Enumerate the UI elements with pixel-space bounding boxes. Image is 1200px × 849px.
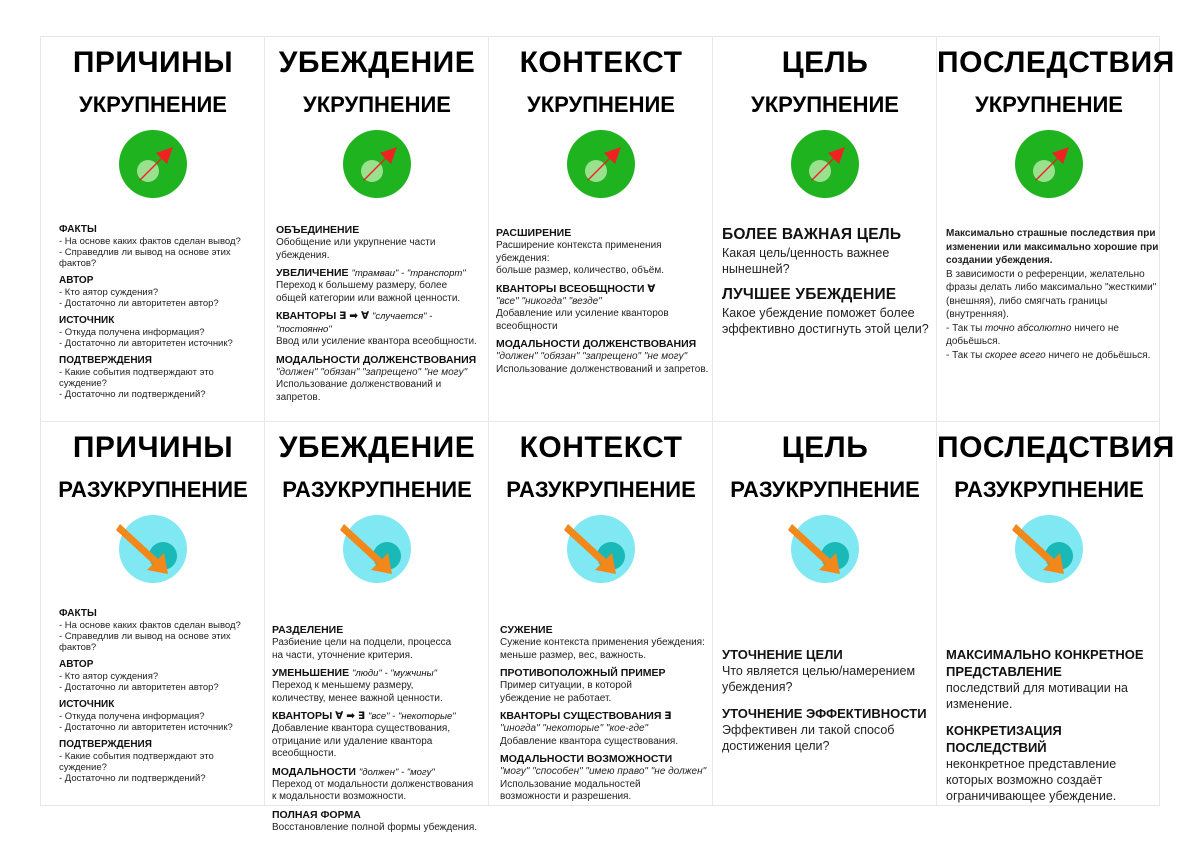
card-body bbox=[722, 646, 935, 764]
section bbox=[722, 646, 935, 695]
line-text: фразы делать либо максимально "жесткими" bbox=[946, 282, 1157, 293]
card-reduce-4 bbox=[713, 422, 937, 807]
card-enlarge-5 bbox=[937, 37, 1175, 422]
cyan-circle-arrow-icon bbox=[342, 514, 412, 584]
card-subtitle: РАЗУКРУПНЕНИЕ bbox=[730, 477, 920, 502]
section-line: - Откуда получена информация? bbox=[59, 327, 205, 338]
section-heading bbox=[59, 607, 263, 620]
section-examples: "должен" "обязан" "запрещено" "не могу" bbox=[496, 351, 688, 362]
card-body bbox=[276, 224, 487, 409]
card-enlarge-3 bbox=[489, 37, 713, 422]
section-heading bbox=[272, 667, 487, 680]
cyan-circle-arrow-icon bbox=[790, 514, 860, 584]
section bbox=[59, 698, 263, 733]
card-title: УБЕЖДЕНИЕ bbox=[278, 431, 476, 464]
section-line: - Достаточно ли авторитетен автор? bbox=[59, 682, 219, 693]
cyan-circle-arrow-icon bbox=[566, 514, 636, 584]
line-emphasis: точно абсолютно bbox=[985, 322, 1072, 334]
section-line: последствий для мотивации на bbox=[946, 681, 1129, 695]
section bbox=[946, 646, 1159, 712]
text-line bbox=[946, 349, 1159, 363]
section-heading bbox=[722, 225, 935, 245]
heading-text: ИСТОЧНИК bbox=[59, 699, 115, 710]
section-line: Какое убеждение поможет более bbox=[722, 306, 915, 320]
line-text: изменении или максимально хорошие при bbox=[946, 241, 1159, 253]
section bbox=[59, 354, 263, 400]
section bbox=[59, 607, 263, 653]
section-line: на части, уточнение критерия. bbox=[272, 649, 413, 661]
section-line: - Справедлив ли вывод на основе этих фактов? bbox=[59, 631, 231, 653]
card-title: ПРИЧИНЫ bbox=[72, 431, 234, 464]
section-line: Переход от модальности долженствования bbox=[272, 778, 474, 790]
heading-text: ПОДТВЕРЖДЕНИЯ bbox=[59, 739, 152, 750]
section-line: - Достаточно ли авторитетен автор? bbox=[59, 298, 219, 309]
section-line: Ввод или усиление квантора всеобщности. bbox=[276, 336, 477, 347]
card-subtitle: РАЗУКРУПНЕНИЕ bbox=[58, 477, 248, 502]
section-heading bbox=[496, 283, 711, 296]
section bbox=[722, 285, 935, 337]
section bbox=[500, 624, 711, 662]
heading-text: АВТОР bbox=[59, 275, 94, 286]
card-body bbox=[59, 607, 263, 789]
section bbox=[276, 354, 487, 405]
card-reduce-5 bbox=[937, 422, 1175, 807]
section bbox=[500, 753, 711, 804]
text-line bbox=[946, 322, 1159, 336]
section bbox=[59, 314, 263, 349]
section-heading bbox=[59, 698, 263, 711]
section-line: - Откуда получена информация? bbox=[59, 711, 205, 722]
section-line: убеждение не работает. bbox=[500, 692, 612, 704]
section-line: убеждения? bbox=[722, 680, 793, 694]
section-line: Использование модальностей bbox=[500, 778, 641, 790]
section-heading bbox=[59, 223, 263, 236]
section-heading bbox=[272, 766, 487, 779]
section-line: - Достаточно ли авторитетен источник? bbox=[59, 722, 233, 733]
consequences-text bbox=[946, 227, 1159, 362]
line-rest: ничего не добьёшься. bbox=[1045, 349, 1151, 361]
section-line: - Достаточно ли подтверждений? bbox=[59, 773, 206, 784]
heading-example: "должен" - "могу" bbox=[358, 766, 435, 778]
green-circle-arrow-icon bbox=[118, 129, 188, 199]
section-line: - Достаточно ли авторитетен источник? bbox=[59, 338, 233, 349]
section-heading bbox=[272, 809, 487, 822]
line-text: - Так ты bbox=[946, 349, 986, 361]
section-line: отрицание или удаление квантора всеобщности. bbox=[272, 735, 433, 759]
cyan-circle-arrow-icon bbox=[1014, 514, 1084, 584]
line-text: В зависимости о референции, желательно bbox=[946, 268, 1145, 280]
section-line: возможности и разрешения. bbox=[500, 791, 632, 802]
section bbox=[722, 705, 935, 754]
section bbox=[500, 710, 711, 748]
section-heading bbox=[272, 624, 487, 637]
cards-sheet bbox=[40, 36, 1175, 833]
card-subtitle: УКРУПНЕНИЕ bbox=[303, 92, 451, 117]
section bbox=[59, 274, 263, 309]
section bbox=[272, 809, 487, 835]
section-heading bbox=[276, 354, 487, 367]
section-line: Какая цель/ценность важнее bbox=[722, 246, 890, 260]
section-heading bbox=[59, 658, 263, 671]
section-heading bbox=[722, 705, 935, 722]
section-examples: "могу" "способен" "имею право" "не должен" bbox=[500, 766, 707, 777]
card-subtitle: РАЗУКРУПНЕНИЕ bbox=[506, 477, 696, 502]
line-text: создании убеждения. bbox=[946, 255, 1053, 266]
card-reduce-2 bbox=[265, 422, 489, 833]
text-line bbox=[946, 281, 1159, 295]
heading-text: КВАНТОРЫ СУЩЕСТВОВАНИЯ ∃ bbox=[500, 710, 672, 722]
text-line bbox=[946, 335, 1159, 349]
section-line: - Какие события подтверждают это суждение? bbox=[59, 751, 214, 773]
heading-text: ПОЛНАЯ ФОРМА bbox=[272, 808, 361, 821]
section-line: Расширение контекста применения убеждения: bbox=[496, 240, 662, 264]
line-text: добьёшься. bbox=[946, 336, 1001, 347]
section-line: нынешней? bbox=[722, 262, 790, 276]
section-heading bbox=[59, 274, 263, 287]
section bbox=[500, 667, 711, 705]
card-reduce-3 bbox=[489, 422, 713, 807]
section-line: Пример ситуации, в которой bbox=[500, 680, 632, 691]
section-line: Добавление квантора существования. bbox=[500, 735, 679, 747]
green-circle-arrow-icon bbox=[790, 129, 860, 199]
heading-text: ПРОТИВОПОЛОЖНЫЙ ПРИМЕР bbox=[500, 667, 666, 679]
green-circle-arrow-icon bbox=[342, 129, 412, 199]
section-examples: "должен" "обязан" "запрещено" "не могу" bbox=[276, 366, 468, 378]
card-title: ПОСЛЕДСТВИЯ bbox=[937, 431, 1175, 464]
section-heading bbox=[500, 753, 711, 766]
section bbox=[722, 225, 935, 277]
heading-text: МОДАЛЬНОСТИ ДОЛЖЕНСТВОВАНИЯ bbox=[496, 338, 697, 350]
heading-example: "люди" - "мужчины" bbox=[352, 668, 438, 679]
section bbox=[496, 338, 711, 376]
section-heading bbox=[272, 710, 487, 723]
section-heading bbox=[276, 267, 487, 280]
section bbox=[496, 227, 711, 278]
card-body bbox=[272, 624, 487, 839]
section-heading bbox=[59, 314, 263, 327]
heading-text: ИСТОЧНИК bbox=[59, 315, 115, 326]
section-line: общей категории или важной ценности. bbox=[276, 292, 461, 304]
heading-text: УТОЧНЕНИЕ ЦЕЛИ bbox=[722, 647, 843, 662]
section-line: Разбиение цели на подцели, процесса bbox=[272, 637, 452, 648]
section-line: количеству, менее важной ценности. bbox=[272, 692, 443, 704]
card-title: ЦЕЛЬ bbox=[781, 431, 869, 464]
section-heading bbox=[59, 738, 263, 751]
card-body bbox=[722, 225, 935, 345]
line-emphasis: скорее всего bbox=[985, 349, 1046, 361]
card-title: КОНТЕКСТ bbox=[519, 431, 683, 464]
heading-text: КВАНТОРЫ ВСЕОБЩНОСТИ ∀ bbox=[496, 282, 656, 295]
text-line bbox=[946, 254, 1159, 268]
card-subtitle: УКРУПНЕНИЕ bbox=[527, 92, 675, 117]
section-line: Добавление или усиление кванторов всеобщности bbox=[496, 308, 669, 332]
section-line: Что является целью/намерением bbox=[722, 664, 916, 678]
section-heading bbox=[500, 624, 711, 637]
card-title: КОНТЕКСТ bbox=[519, 46, 683, 79]
line-rest: ничего не bbox=[1071, 322, 1119, 334]
section-line: - Кто аятор суждения? bbox=[59, 287, 159, 298]
card-subtitle: УКРУПНЕНИЕ bbox=[79, 92, 227, 117]
text-line bbox=[946, 241, 1159, 255]
section-line: Восстановление полной формы убеждения. bbox=[272, 821, 478, 833]
section bbox=[272, 667, 487, 705]
heading-text: ФАКТЫ bbox=[59, 224, 97, 235]
heading-text: СУЖЕНИЕ bbox=[500, 624, 553, 636]
card-body bbox=[500, 624, 711, 809]
section-line: Сужение контекста применения убеждения: bbox=[500, 637, 705, 648]
section-line: достижения цели? bbox=[722, 739, 830, 753]
section-line: к модальности возможности. bbox=[272, 791, 407, 802]
section-line: эффективно достигнуть этой цели? bbox=[722, 322, 929, 336]
heading-text: ПОДТВЕРЖДЕНИЯ bbox=[59, 355, 152, 366]
section-heading bbox=[946, 722, 1159, 756]
section bbox=[59, 223, 263, 269]
line-text: (внешняя), либо смягчать границы bbox=[946, 295, 1108, 307]
section-heading bbox=[276, 224, 487, 237]
card-subtitle: УКРУПНЕНИЕ bbox=[975, 92, 1123, 117]
heading-text: БОЛЕЕ ВАЖНАЯ ЦЕЛЬ bbox=[722, 226, 902, 243]
section-heading bbox=[946, 646, 1159, 663]
section-heading bbox=[59, 354, 263, 367]
section bbox=[272, 624, 487, 662]
heading-text: МАКСИМАЛЬНО КОНКРЕТНОЕ bbox=[946, 647, 1144, 662]
card-title: ПРИЧИНЫ bbox=[72, 46, 234, 79]
card-enlarge-4 bbox=[713, 37, 937, 422]
section-line: Эффективен ли такой способ bbox=[722, 723, 895, 737]
card-subtitle: РАЗУКРУПНЕНИЕ bbox=[282, 477, 472, 502]
heading-text: ЛУЧШЕЕ УБЕЖДЕНИЕ bbox=[722, 286, 897, 303]
section-heading-line2: ПРЕДСТАВЛЕНИЕ bbox=[946, 664, 1062, 679]
section-line: неконкретное представление bbox=[946, 757, 1117, 771]
green-circle-arrow-icon bbox=[566, 129, 636, 199]
section-line: - Справедлив ли вывод на основе этих фактов? bbox=[59, 247, 231, 269]
line-text: - Так ты bbox=[946, 322, 986, 334]
section-heading bbox=[722, 285, 935, 305]
heading-example: "все" - "некоторые" bbox=[368, 711, 456, 722]
text-line bbox=[946, 308, 1159, 322]
section bbox=[276, 224, 487, 262]
heading-text: РАЗДЕЛЕНИЕ bbox=[272, 624, 344, 636]
card-title: ПОСЛЕДСТВИЯ bbox=[937, 46, 1175, 79]
heading-text: УТОЧНЕНИЕ ЭФФЕКТИВНОСТИ bbox=[722, 706, 927, 721]
section-heading bbox=[722, 646, 935, 663]
section bbox=[946, 722, 1159, 804]
heading-text: ФАКТЫ bbox=[59, 608, 97, 619]
section-line: - Достаточно ли подтверждений? bbox=[59, 389, 206, 400]
section-line: - На основе каких фактов сделан вывод? bbox=[59, 620, 241, 631]
section-line: меньше размер, вес, важность. bbox=[500, 649, 647, 661]
section-line: Переход к меньшему размеру, bbox=[272, 680, 414, 691]
section-line: Обобщение или укрупнение части убеждения. bbox=[276, 237, 436, 261]
text-line bbox=[946, 295, 1159, 309]
line-text: Максимально страшные последствия при bbox=[946, 228, 1156, 239]
section-examples: "иногда" "некоторые" "кое-где" bbox=[500, 723, 649, 734]
section-line: - Какие события подтверждают это суждение? bbox=[59, 367, 214, 389]
card-body bbox=[59, 223, 263, 405]
section bbox=[496, 283, 711, 334]
heading-text: МОДАЛЬНОСТИ ВОЗМОЖНОСТИ bbox=[500, 753, 673, 765]
green-circle-arrow-icon bbox=[1014, 129, 1084, 199]
section-line: которых возможно создаёт bbox=[946, 773, 1103, 787]
card-body bbox=[496, 227, 711, 381]
card-enlarge-2 bbox=[265, 37, 489, 422]
section-line: изменение. bbox=[946, 697, 1013, 711]
heading-text: КВАНТОРЫ ∃ ➡ ∀ bbox=[276, 310, 370, 322]
section-line: Использование долженствований и запретов. bbox=[496, 363, 709, 375]
section bbox=[276, 310, 487, 349]
section-line: больше размер, количество, объём. bbox=[496, 265, 664, 276]
section-line: Добавление квантора существования, bbox=[272, 723, 451, 734]
heading-text: ОБЪЕДИНЕНИЕ bbox=[276, 224, 360, 236]
text-line bbox=[946, 227, 1159, 241]
section-heading bbox=[496, 227, 711, 240]
heading-example: "случается" - "постоянно" bbox=[276, 311, 433, 335]
section-line: Использование долженствований и запретов. bbox=[276, 379, 442, 403]
section-heading bbox=[496, 338, 711, 351]
section bbox=[59, 738, 263, 784]
text-line bbox=[946, 268, 1159, 282]
heading-text: РАСШИРЕНИЕ bbox=[496, 227, 572, 239]
heading-text: КВАНТОРЫ ∀ ➡ ∃ bbox=[272, 710, 366, 722]
section-line: - Кто аятор суждения? bbox=[59, 671, 159, 682]
card-subtitle: РАЗУКРУПНЕНИЕ bbox=[954, 477, 1144, 502]
section-line: - На основе каких фактов сделан вывод? bbox=[59, 236, 241, 247]
heading-text: УВЕЛИЧЕНИЕ bbox=[276, 267, 349, 279]
section-examples: "все" "никогда" "везде" bbox=[496, 295, 602, 307]
section bbox=[59, 658, 263, 693]
heading-text: УМЕНЬШЕНИЕ bbox=[272, 667, 350, 679]
cyan-circle-arrow-icon bbox=[118, 514, 188, 584]
heading-text: МОДАЛЬНОСТИ bbox=[272, 765, 356, 778]
card-title: УБЕЖДЕНИЕ bbox=[278, 46, 476, 79]
section-heading bbox=[500, 710, 711, 723]
section bbox=[276, 267, 487, 305]
card-body bbox=[946, 227, 1159, 362]
card-reduce-1 bbox=[41, 422, 265, 807]
section-line: Переход к большему размеру, более bbox=[276, 280, 448, 291]
card-body bbox=[946, 646, 1159, 814]
heading-example: "трамваи" - "транспорт" bbox=[351, 268, 466, 279]
card-enlarge-1 bbox=[41, 37, 265, 422]
card-subtitle: УКРУПНЕНИЕ bbox=[751, 92, 899, 117]
section-heading bbox=[500, 667, 711, 680]
heading-text: КОНКРЕТИЗАЦИЯ ПОСЛЕДСТВИЙ bbox=[946, 723, 1062, 755]
heading-text: МОДАЛЬНОСТИ ДОЛЖЕНСТВОВАНИЯ bbox=[276, 353, 477, 366]
section-line: ограничивающее убеждение. bbox=[946, 789, 1117, 803]
section-heading bbox=[276, 310, 487, 336]
heading-text: АВТОР bbox=[59, 659, 94, 670]
section bbox=[272, 766, 487, 804]
card-title: ЦЕЛЬ bbox=[781, 46, 869, 79]
line-text: (внутренняя). bbox=[946, 309, 1009, 320]
section bbox=[272, 710, 487, 761]
